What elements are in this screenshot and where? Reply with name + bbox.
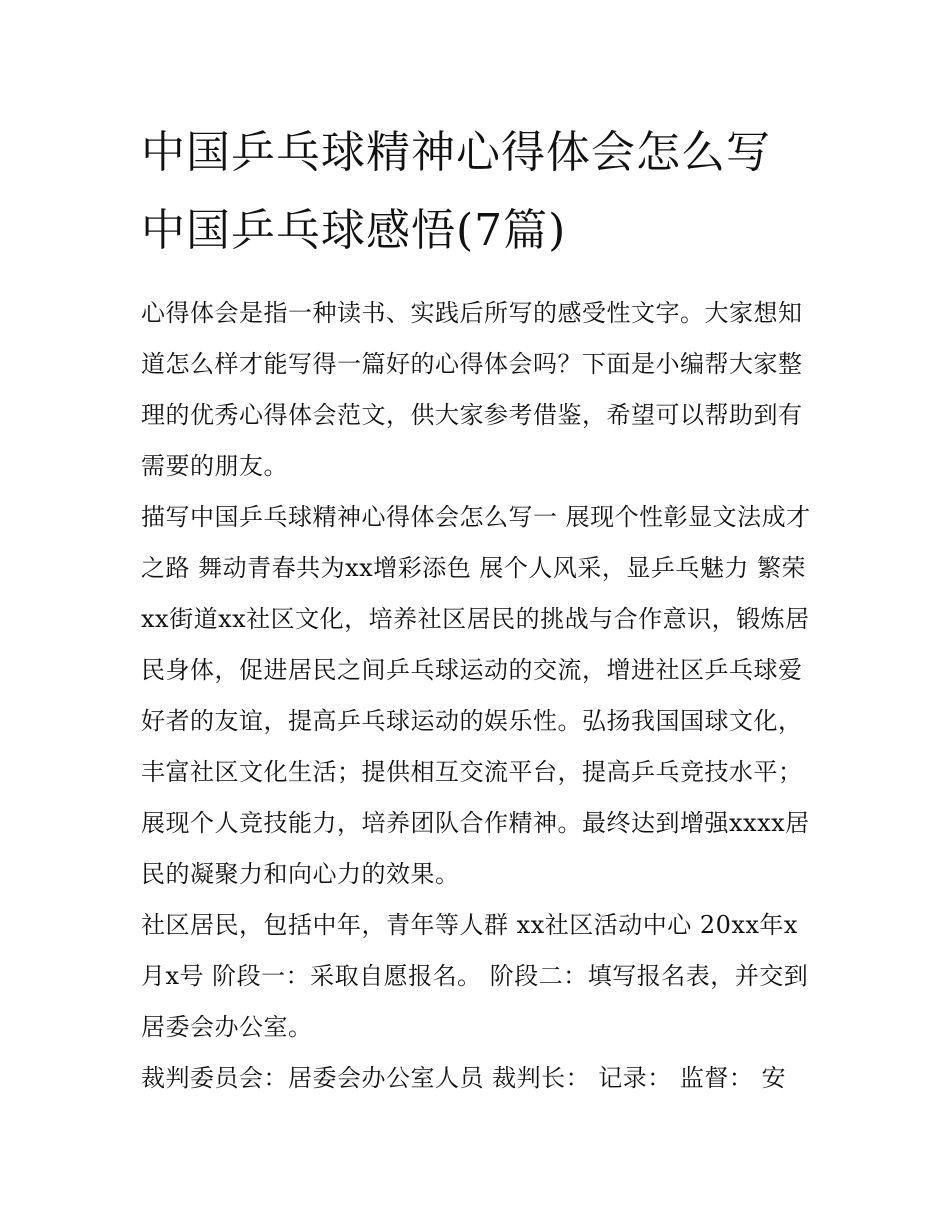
document-title: 中国乒乓球精神心得体会怎么写 中国乒乓球感悟(7篇) xyxy=(141,127,771,256)
essay-one-paragraph: 描写中国乒乓球精神心得体会怎么写一 展现个性彰显文法成才之路 舞动青春共为xx增彩添色 展个人风采，显乒乓魅力 繁荣xx街道xx社区文化，培养社区居民的挑战与合作意识，锻炼居民身体，促进居民之间乒乓球运动的交流，增进社区乒乓球爱好者的友谊，提高乒乓球运动的娱乐性。弘扬我国国球文化，丰富社区文化生活；提供相互交流平台，提高乒乓竞技水平；展现个人竞技能力，培养团队合作精神。最终达到增强xxxx居民的凝聚力和向心力的效果。 xyxy=(141,503,811,888)
intro-paragraph: 心得体会是指一种读书、实践后所写的感受性文字。大家想知道怎么样才能写得一篇好的心得体会吗？下面是小编帮大家整理的优秀心得体会范文，供大家参考借鉴，希望可以帮助到有需要的朋友。 xyxy=(141,299,803,480)
document-body xyxy=(141,114,813,1104)
referee-committee-paragraph: 裁判委员会：居委会办公室人员 裁判长： 记录： 监督： 安 xyxy=(141,1064,787,1092)
participants-paragraph: 社区居民，包括中年，青年等人群 xx社区活动中心 20xx年x月x号 阶段一：采取自愿报名。 阶段二：填写报名表，并交到居委会办公室。 xyxy=(141,911,809,1041)
